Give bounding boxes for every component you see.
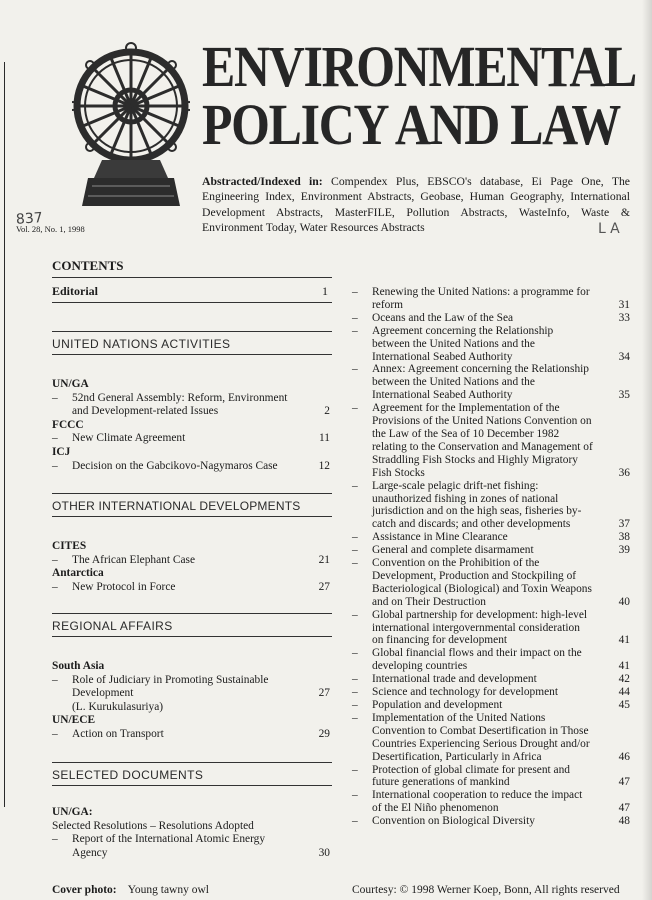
toc-entry-title: Convention on the Prohibition of the Development, Production and Stockpiling of Bacteriological (Biological) and Toxin Weapons and on Their Destruction [372,557,592,608]
section-un-activities [52,378,332,473]
toc-entry-page: 29 [318,727,330,740]
toc-entry[interactable]: – Population and development 45 [352,699,630,711]
toc-entry-title: International trade and development [372,673,537,686]
toc-entry[interactable]: – Agreement for the Implementation of the Provisions of the United Nations Convention on the Law of the Sea of 10 December 1982 relating to the Conservation and Management of Straddling Fish Stocks and Highly Migratory Fish Stocks 36 [352,402,630,479]
group-heading: UN/ECE [52,714,96,727]
abstracted-indexed-note [202,174,630,236]
toc-entry[interactable]: – New Climate Agreement 11 [52,432,330,445]
toc-entry[interactable]: – Report of the International Atomic Energy Agency 30 [52,833,330,859]
toc-entry-page: 47 [618,776,630,789]
section-heading-un-activities: UNITED NATIONS ACTIVITIES [52,337,231,351]
toc-entry[interactable]: – Oceans and the Law of the Sea 33 [352,311,630,324]
toc-entry-title: Population and development [372,699,503,711]
toc-entry-page: 21 [318,553,330,566]
divider [52,785,332,786]
toc-entry-title: Agreement for the Implementation of the Provisions of the United Nations Convention on the Law of the Sea of 10 December 1982 relating to the Conservation and Management of Straddling Fish Stocks and Highly Migratory Fish Stocks [372,402,593,479]
toc-entry-page: 2 [324,405,330,418]
cover-photo-label: Cover photo: [52,884,117,896]
toc-entry[interactable]: – Implementation of the United Nations Convention to Combat Desertification in Those Countries Experiencing Serious Drought and/or Desertification, Particularly in Africa 46 [352,711,630,763]
toc-entry-page: 48 [618,815,630,828]
toc-entry[interactable]: – International trade and development 42 [352,673,630,686]
section-heading-other-developments: OTHER INTERNATIONAL DEVELOPMENTS [52,499,301,513]
toc-entry[interactable]: – Annex: Agreement concerning the Relationship between the United Nations and the International Seabed Authority 35 [352,363,630,402]
group-heading: ICJ [52,445,71,458]
divider [52,331,332,332]
toc-entry-title: 52nd General Assembly: Reform, Environment and Development-related Issues [72,391,288,418]
toc-entry-page: 41 [618,660,630,673]
abstracted-text: Compendex Plus, EBSCO's database, Ei Page One, The Engineering Index, Environment Abstracts, Geobase, Human Geography, International Development Abstracts, MasterFILE, Pollution Abstracts, WasteInfo, Waste & Environment Today, Water Resources Abstracts [202,175,630,235]
toc-entry-page: 31 [618,298,630,311]
divider [52,762,332,763]
handwritten-number: 837 [15,210,44,228]
toc-entry-title: Oceans and the Law of the Sea [372,311,514,324]
divider [52,516,332,517]
toc-entry-title: Science and technology for development [372,686,558,699]
toc-entry-title: Global partnership for development: high-level international intergovernmental consideration on financing for development [372,608,588,647]
toc-entry-title: Decision on the Gabcikovo-Nagymaros Case [72,459,278,472]
toc-entry-page: 47 [618,802,630,815]
divider [52,302,332,303]
page-edge-shadow [642,0,652,900]
group-heading: Antarctica [52,567,104,580]
toc-entry[interactable]: – Decision on the Gabcikovo-Nagymaros Case 12 [52,459,330,472]
toc-entry-title: Agreement concerning the Relationship between the United Nations and the International Seabed Authority [372,324,554,363]
journal-title-line1: ENVIRONMENTAL [202,34,637,99]
journal-title-line2: POLICY AND LAW [202,92,620,157]
toc-entry[interactable]: – New Protocol in Force 27 [52,580,330,593]
group-heading: CITES [52,540,87,552]
toc-entry-page: 34 [618,350,630,363]
toc-entry-title: Protection of global climate for present and future generations of mankind [372,763,571,789]
section-heading-selected-documents: SELECTED DOCUMENTS [52,768,204,782]
toc-entry[interactable]: – Assistance in Mine Clearance 38 [352,531,630,544]
toc-entry-page: 42 [618,673,630,686]
toc-entry-title: The African Elephant Case [72,553,196,566]
toc-entry-page: 35 [618,389,630,402]
section-regional-affairs [52,660,332,742]
toc-entry[interactable]: – Science and technology for development 44 [352,686,630,699]
group-heading: UN/GA [52,378,89,390]
toc-entry-title: Convention on Biological Diversity [372,815,535,828]
cover-photo-caption [52,884,209,896]
toc-entry-page: 30 [318,846,330,859]
toc-entry-title: Action on Transport [72,727,164,740]
toc-entry[interactable]: – Agreement concerning the Relationship between the United Nations and the International Seabed Authority 34 [352,324,630,363]
toc-entry[interactable]: – Global partnership for development: high-level international intergovernmental consideration on financing for development 41 [352,608,630,647]
toc-entry-page: 41 [618,634,630,647]
toc-entry-title: Role of Judiciary in Promoting Sustainable Development [72,673,269,700]
toc-entry-page: 27 [318,580,330,593]
toc-entry[interactable]: – General and complete disarmament 39 [352,544,630,557]
divider [52,613,332,614]
toc-entry[interactable]: – Renewing the United Nations: a programme for reform 31 [352,286,630,311]
editorial-label: Editorial [52,284,99,298]
toc-entry[interactable]: – International cooperation to reduce the impact of the El Niño phenomenon 47 [352,789,630,815]
toc-entry[interactable]: – Action on Transport 29 [52,727,330,740]
courtesy-credit: Courtesy: © 1998 Werner Koep, Bonn, All rights reserved [352,884,620,896]
cover-photo-text: Young tawny owl [127,884,209,896]
editorial-page: 1 [322,284,328,298]
toc-entry-page: 12 [318,459,330,472]
toc-entry-page: 39 [618,544,630,557]
toc-entry-title: Renewing the United Nations: a programme for reform [372,286,590,311]
toc-entry-title: Report of the International Atomic Energy Agency [72,833,266,859]
divider [52,636,332,637]
toc-entry-page: 45 [618,699,630,711]
group-heading: South Asia [52,660,105,672]
toc-entry-page: 46 [618,750,630,763]
toc-entry-author: (L. Kurukulasuriya) [72,700,164,713]
section-heading-regional-affairs: REGIONAL AFFAIRS [52,619,173,633]
handwritten-initials: LA [598,221,624,237]
toc-right-column [350,286,636,828]
wheel-emblem-icon [72,40,190,212]
toc-entry-title: New Climate Agreement [72,432,186,445]
group-heading: FCCC [52,418,84,431]
toc-entry-title: International cooperation to reduce the impact of the El Niño phenomenon [372,789,583,815]
toc-entry-page: 27 [318,687,330,700]
volume-info: Vol. 28, No. 1, 1998 [16,224,85,234]
toc-entry-page: 44 [618,686,630,699]
toc-entry-title: Large-scale pelagic drift-net fishing: unauthorized fishing in zones of national jurisdiction and on the high seas, fisheries by-catch and discards; and other developments [372,479,582,531]
toc-entry[interactable]: – Large-scale pelagic drift-net fishing: unauthorized fishing in zones of national jurisdiction and on the high seas, fisheries by-catch and discards; and other developments 37 [352,479,630,531]
toc-entry[interactable]: – Global financial flows and their impact on the developing countries 41 [352,647,630,673]
toc-entry-page: 38 [618,531,630,544]
toc-entry-page: 33 [618,311,630,324]
toc-entry-page: 36 [618,466,630,479]
divider [52,277,332,278]
toc-entry[interactable]: – 52nd General Assembly: Reform, Environment and Development-related Issues 2 [52,391,330,418]
toc-entry[interactable]: – Convention on the Prohibition of the Development, Production and Stockpiling of Bacteriological (Biological) and Toxin Weapons and on Their Destruction 40 [352,557,630,608]
group-heading: UN/GA: [52,806,93,818]
toc-entry-page: 11 [319,432,330,445]
toc-entry[interactable]: – Protection of global climate for present and future generations of mankind 47 [352,763,630,789]
toc-entry[interactable]: – Convention on Biological Diversity 48 [352,815,630,828]
toc-entry-page: 40 [618,595,630,608]
group-subtitle: Selected Resolutions – Resolutions Adopted [52,819,254,832]
toc-entry-title: New Protocol in Force [72,580,176,593]
toc-entry-title: Annex: Agreement concerning the Relationship between the United Nations and the International Seabed Authority [372,363,589,402]
toc-editorial[interactable] [52,284,332,299]
abstracted-label: Abstracted/Indexed in: [202,175,323,188]
toc-entry-title: Implementation of the United Nations Convention to Combat Desertification in Those Countries Experiencing Serious Drought and/or Desertification, Particularly in Africa [372,711,590,763]
contents-heading: CONTENTS [52,258,124,273]
divider [52,493,332,494]
toc-entry-title: Global financial flows and their impact on the developing countries [372,647,582,673]
section-selected-documents [52,806,332,860]
divider [52,354,332,355]
section-other-developments [52,540,332,594]
toc-entry-title: General and complete disarmament [372,544,534,557]
toc-entry-title: Assistance in Mine Clearance [372,531,508,544]
toc-entry[interactable]: – Role of Judiciary in Promoting Sustainable Development 27 (L. Kurukulasuriya) [52,673,330,713]
left-margin-rule [4,62,5,807]
toc-entry-page: 37 [618,518,630,531]
toc-entry[interactable]: – The African Elephant Case 21 [52,553,330,566]
